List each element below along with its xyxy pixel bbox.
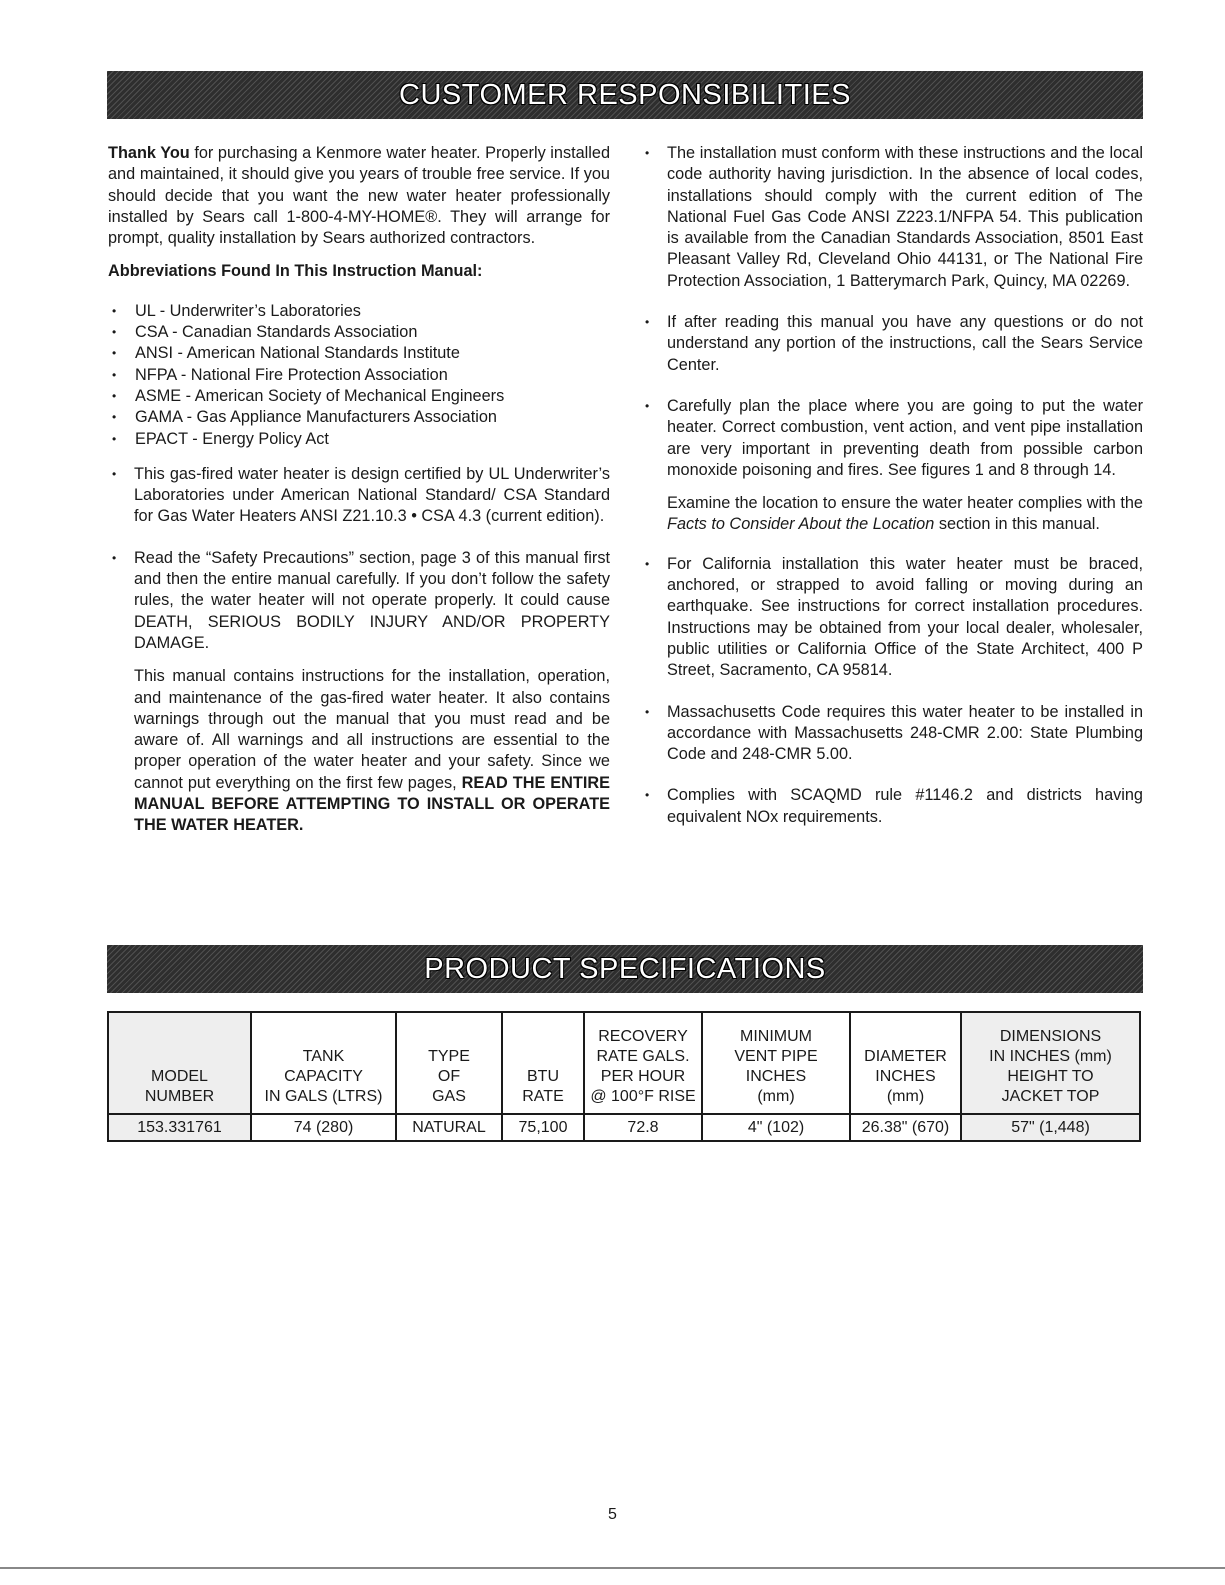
questions-bullet: • If after reading this manual you have any questions or do not understand any portion of the instructions, call the Sears Service Center. xyxy=(641,312,1143,376)
header-gas-type: TYPE OF GAS xyxy=(396,1012,502,1114)
manual-contents-paragraph xyxy=(108,666,610,836)
intro-text: for purchasing a Kenmore water heater. Properly installed and maintained, it should give you years of trouble free service. If you should decide that you want the new water heater professionally installed by Sears call 1-800-4-MY-HOME®. They will arrange for prompt, quality installation by Sears authorized contractors. xyxy=(108,144,611,248)
cell-gas-type: NATURAL xyxy=(396,1114,502,1141)
list-item: • CSA - Canadian Standards Association xyxy=(108,322,610,343)
abbreviations-heading: Abbreviations Found In This Instruction Manual: xyxy=(108,262,483,281)
header-btu-rate: BTU RATE xyxy=(502,1012,584,1114)
scaqmd-bullet: • Complies with SCAQMD rule #1146.2 and districts having equivalent NOx requirements. xyxy=(641,785,1143,828)
manual-warning-bold: READ THE ENTIRE MANUAL BEFORE ATTEMPTING TO INSTALL OR OPERATE THE WATER HEATER. xyxy=(134,773,610,835)
plan-bullet: • Carefully plan the place where you are going to put the water heater. Correct combustion, vent action, and vent pipe installation are very important in preventing death from possible carbon monoxide poisoning and fires. See figures 1 and 8 through 14. xyxy=(641,396,1143,481)
customer-responsibilities-banner xyxy=(107,71,1143,119)
list-item: • GAMA - Gas Appliance Manufacturers Association xyxy=(108,407,610,428)
cell-diameter: 26.38" (670) xyxy=(850,1114,961,1141)
list-item: • UL - Underwriter’s Laboratories xyxy=(108,301,610,322)
right-column xyxy=(641,143,1143,848)
california-bullet: • For California installation this water heater must be braced, anchored, or strapped to avoid falling or moving during an earthquake. See instructions for correct installation procedures. Instructions may be obtained from your local dealer, wholesaler, public utilities or California Office of the State Architect, 400 P Street, Sacramento, CA 95814. xyxy=(641,554,1143,682)
header-vent-pipe: MINIMUM VENT PIPE INCHES (mm) xyxy=(702,1012,850,1114)
certification-bullet: • This gas-fired water heater is design certified by UL Underwriter’s Laboratories under American National Standard/ CSA Standard for Gas Water Heaters ANSI Z21.10.3 • CSA 4.3 (current edition). xyxy=(108,464,610,528)
intro-paragraph xyxy=(108,143,610,249)
cell-vent-pipe: 4" (102) xyxy=(702,1114,850,1141)
examine-pre: Examine the location to ensure the water heater complies with the xyxy=(667,494,1143,513)
examine-paragraph xyxy=(641,493,1143,536)
examine-italic: Facts to Consider About the Location xyxy=(667,515,935,534)
bottom-divider xyxy=(0,1567,1225,1569)
examine-post: section in this manual. xyxy=(934,515,1100,534)
massachusetts-bullet: • Massachusetts Code requires this water heater to be installed in accordance with Massachusetts 248-CMR 2.00: State Plumbing Code and 248-CMR 5.00. xyxy=(641,702,1143,766)
intro-bold: Thank You xyxy=(108,144,190,162)
table-row xyxy=(108,1114,1140,1141)
cell-recovery-rate: 72.8 xyxy=(584,1114,702,1141)
abbreviations-list xyxy=(108,301,610,450)
page-number: 5 xyxy=(608,1506,617,1523)
read-safety-bullet: • Read the “Safety Precautions” section, page 3 of this manual first and then the entire manual carefully. If you don’t follow the safety rules, the water heater will not operate properly. It could cause DEATH, SERIOUS BODILY INJURY AND/OR PROPERTY DAMAGE. xyxy=(108,548,610,654)
header-diameter: DIAMETER INCHES (mm) xyxy=(850,1012,961,1114)
header-model-number: MODEL NUMBER xyxy=(108,1012,251,1114)
left-column xyxy=(108,143,610,855)
cell-dimensions: 57" (1,448) xyxy=(961,1114,1140,1141)
list-item: • ASME - American Society of Mechanical Engineers xyxy=(108,386,610,407)
section-title: CUSTOMER RESPONSIBILITIES xyxy=(399,78,851,111)
list-item: • EPACT - Energy Policy Act xyxy=(108,429,610,450)
conform-bullet: • The installation must conform with these instructions and the local code authority having jurisdiction. In the absence of local codes, installations should comply with the current edition of The National Fuel Gas Code ANSI Z223.1/NFPA 54. This publication is available from the Canadian Standards Association, 8501 East Pleasant Valley Rd, Cleveland Ohio 44131, or The National Fire Protection Association, 1 Batterymarch Park, Quincy, MA 02269. xyxy=(641,143,1143,292)
cell-model-number: 153.331761 xyxy=(108,1114,251,1141)
table-header-row xyxy=(108,1012,1140,1114)
manual-text: This manual contains instructions for the installation, operation, and maintenance of the gas-fired water heater. It also contains warnings through out the manual that you must read and be aware of. All warnings and all instructions are essential to the proper operation of the water heater and your safety. Since we cannot put everything on the first few pages, xyxy=(134,667,610,792)
header-recovery-rate: RECOVERY RATE GALS. PER HOUR @ 100°F RISE xyxy=(584,1012,702,1114)
cell-btu-rate: 75,100 xyxy=(502,1114,584,1141)
list-item: • NFPA - National Fire Protection Association xyxy=(108,365,610,386)
specifications-table xyxy=(107,1011,1141,1142)
header-dimensions: DIMENSIONS IN INCHES (mm) HEIGHT TO JACKET TOP xyxy=(961,1012,1140,1114)
product-specifications-banner xyxy=(107,945,1143,993)
cell-tank-capacity: 74 (280) xyxy=(251,1114,396,1141)
section-title: PRODUCT SPECIFICATIONS xyxy=(424,952,826,985)
list-item: • ANSI - American National Standards Institute xyxy=(108,343,610,364)
header-tank-capacity: TANK CAPACITY IN GALS (LTRS) xyxy=(251,1012,396,1114)
